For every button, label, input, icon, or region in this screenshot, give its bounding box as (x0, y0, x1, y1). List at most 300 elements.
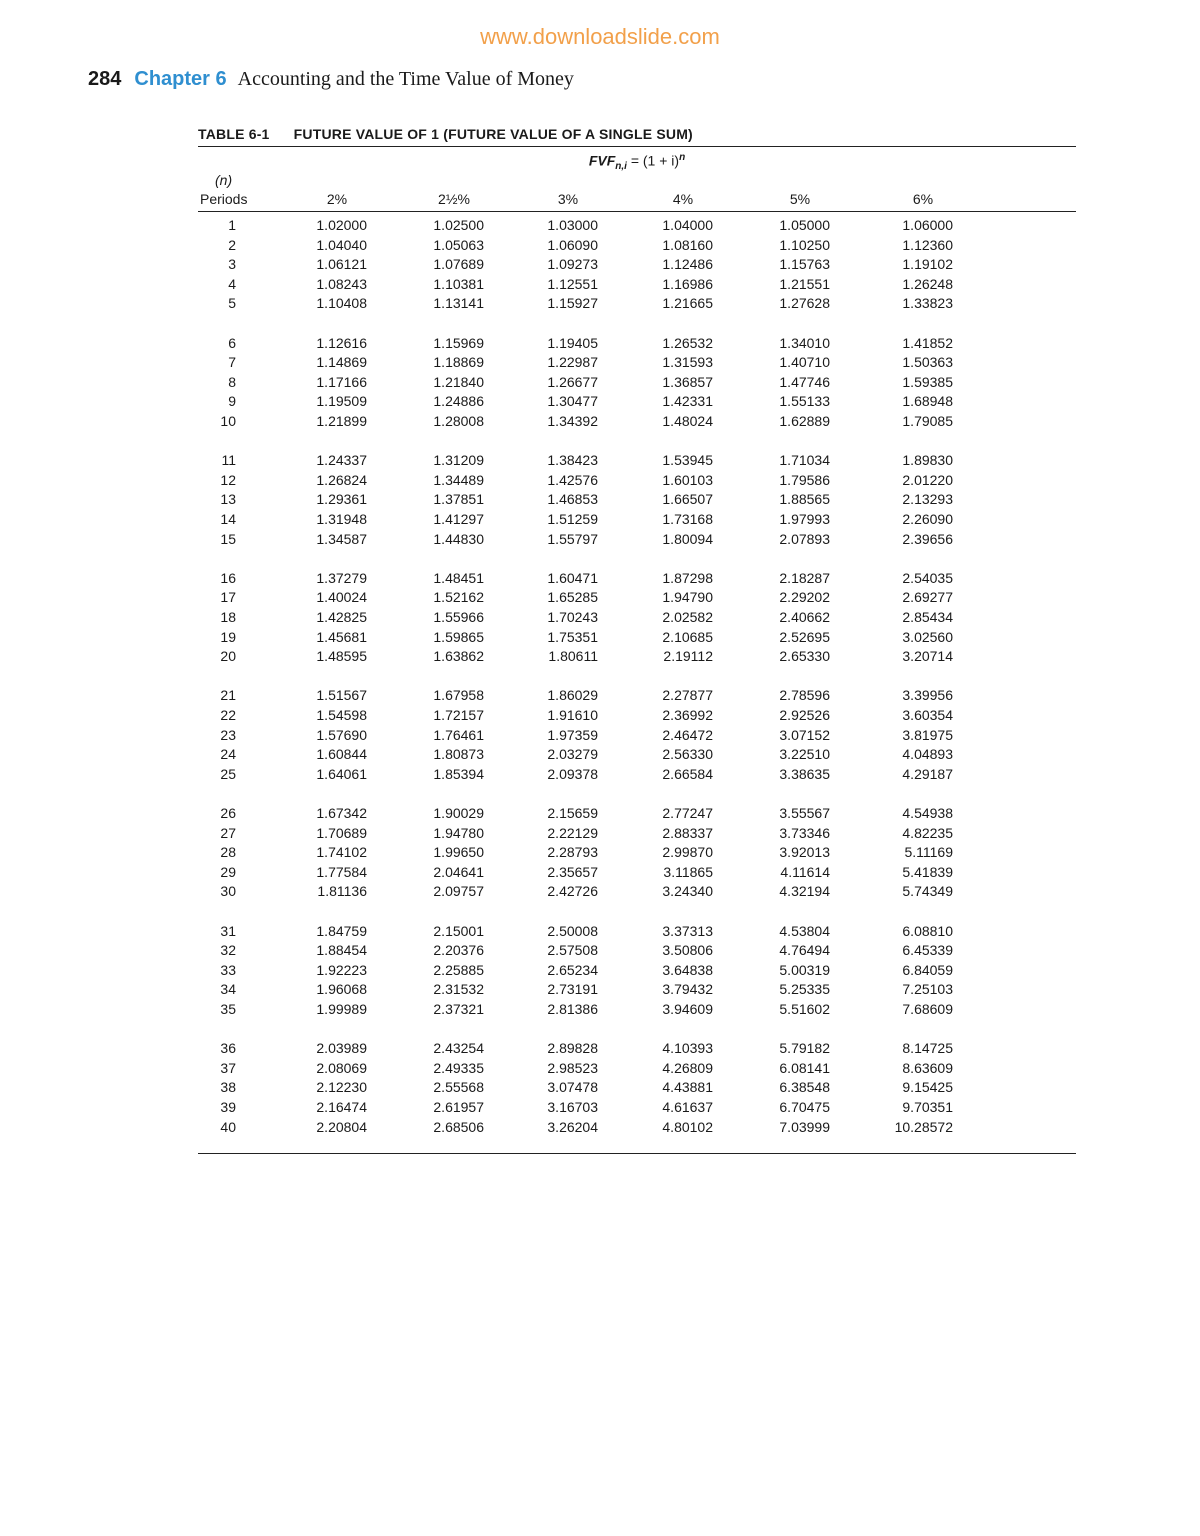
factor-cell: 1.02500 (433, 217, 484, 233)
factor-cell: 1.21840 (433, 373, 484, 390)
factor-cell: 1.12551 (547, 275, 598, 292)
factor-cell: 2.85434 (902, 609, 953, 625)
factor-cell: 1.92223 (316, 961, 367, 978)
period-cell: 1 (228, 217, 236, 233)
period-cell: 4 (228, 275, 236, 292)
factor-cell: 2.20376 (433, 942, 484, 959)
column-header-rate: 6% (912, 191, 934, 207)
factor-cell: 1.22987 (547, 354, 598, 371)
factor-cell: 4.82235 (902, 824, 953, 841)
table-top-rule (198, 146, 1076, 147)
factor-cell: 1.34010 (779, 334, 830, 351)
factor-cell: 1.42331 (662, 393, 713, 410)
factor-cell: 1.12486 (662, 256, 713, 273)
factor-cell: 1.91610 (547, 707, 598, 723)
factor-cell: 1.24337 (316, 452, 367, 469)
factor-cell: 5.51602 (779, 1001, 830, 1017)
period-cell: 9 (228, 393, 236, 410)
factor-cell: 2.46472 (662, 726, 713, 743)
factor-cell: 2.73191 (547, 981, 598, 998)
period-cell: 39 (220, 1099, 236, 1115)
factor-cell: 1.07689 (433, 256, 484, 273)
factor-cell: 1.44830 (433, 530, 484, 547)
factor-cell: 2.09757 (433, 883, 484, 900)
factor-cell: 1.70243 (547, 609, 598, 625)
factor-cell: 1.06121 (316, 256, 367, 273)
factor-cell: 2.68506 (433, 1118, 484, 1135)
factor-cell: 1.12360 (902, 236, 953, 253)
factor-cell: 7.68609 (902, 1001, 953, 1017)
period-cell: 13 (220, 491, 236, 508)
period-cell: 11 (221, 452, 236, 469)
factor-cell: 1.04000 (662, 217, 713, 233)
factor-cell: 1.28008 (433, 413, 484, 429)
period-cell: 6 (228, 334, 236, 351)
factor-cell: 9.70351 (902, 1099, 953, 1115)
factor-cell: 2.37321 (433, 1001, 484, 1017)
period-cell: 34 (220, 981, 236, 998)
factor-cell: 1.72157 (433, 707, 484, 723)
factor-cell: 2.31532 (433, 981, 484, 998)
period-cell: 30 (220, 883, 236, 900)
factor-cell: 1.76461 (433, 726, 484, 743)
factor-cell: 1.15927 (547, 295, 598, 312)
factor-cell: 3.94609 (662, 1001, 713, 1017)
factor-cell: 8.63609 (902, 1059, 953, 1076)
factor-cell: 2.15659 (547, 805, 598, 821)
factor-cell: 2.36992 (662, 707, 713, 723)
factor-cell: 1.36857 (662, 373, 713, 390)
factor-cell: 3.79432 (662, 981, 713, 998)
factor-cell: 6.70475 (779, 1099, 830, 1115)
factor-cell: 1.99989 (316, 1001, 367, 1017)
period-cell: 12 (220, 471, 236, 488)
factor-cell: 1.21551 (779, 275, 830, 292)
factor-cell: 4.26809 (662, 1059, 713, 1076)
period-cell: 36 (220, 1040, 236, 1057)
factor-cell: 4.53804 (779, 922, 830, 939)
factor-cell: 1.60471 (547, 569, 598, 586)
factor-cell: 3.37313 (662, 922, 713, 939)
factor-cell: 1.37279 (316, 569, 367, 586)
factor-cell: 1.26532 (662, 334, 713, 351)
factor-cell: 2.10685 (662, 628, 713, 645)
factor-cell: 3.16703 (547, 1099, 598, 1115)
period-cell: 18 (220, 609, 236, 625)
factor-cell: 5.11169 (904, 844, 953, 861)
factor-cell: 7.25103 (902, 981, 953, 998)
factor-cell: 2.28793 (547, 844, 598, 861)
factor-cell: 1.19102 (902, 256, 953, 273)
column-header-rate: 2½% (438, 191, 470, 207)
period-cell: 29 (220, 863, 236, 880)
factor-cell: 2.40662 (779, 609, 830, 625)
periods-n-label: (n) (215, 172, 233, 188)
factor-cell: 1.42576 (547, 471, 598, 488)
factor-cell: 2.78596 (779, 687, 830, 704)
factor-cell: 2.77247 (662, 805, 713, 821)
factor-cell: 2.18287 (779, 569, 830, 586)
period-cell: 15 (220, 530, 236, 547)
factor-cell: 1.38423 (547, 452, 598, 469)
factor-cell: 3.60354 (902, 707, 953, 723)
factor-cell: 2.54035 (902, 569, 953, 586)
period-cell: 38 (220, 1079, 236, 1096)
period-cell: 27 (220, 824, 236, 841)
factor-cell: 1.97359 (547, 726, 598, 743)
factor-cell: 1.45681 (316, 628, 367, 645)
factor-cell: 2.12230 (316, 1079, 367, 1096)
factor-cell: 1.48024 (662, 413, 713, 429)
factor-cell: 1.48595 (316, 648, 367, 665)
factor-cell: 1.41297 (433, 511, 484, 527)
factor-cell: 1.94790 (662, 589, 713, 606)
factor-cell: 5.74349 (902, 883, 953, 900)
factor-cell: 1.31948 (316, 511, 367, 527)
period-cell: 33 (220, 961, 236, 978)
period-cell: 31 (220, 922, 236, 939)
factor-cell: 1.88565 (779, 491, 830, 508)
period-cell: 5 (228, 295, 236, 312)
factor-cell: 2.69277 (902, 589, 953, 606)
formula-subscript: n,i (615, 161, 627, 173)
factor-cell: 1.77584 (316, 863, 367, 880)
chapter-label: Chapter 6 (134, 68, 227, 90)
factor-cell: 1.21899 (316, 413, 367, 429)
factor-cell: 1.75351 (547, 628, 598, 645)
factor-cell: 1.63862 (433, 648, 484, 665)
factor-cell: 10.28572 (894, 1118, 953, 1135)
factor-cell: 4.43881 (662, 1079, 713, 1096)
factor-cell: 1.74102 (316, 844, 367, 861)
factor-cell: 1.15763 (779, 256, 830, 273)
column-header-periods: Periods (200, 191, 248, 207)
factor-cell: 1.17166 (316, 373, 367, 390)
factor-cell: 1.24886 (433, 393, 484, 410)
factor-cell: 2.98523 (547, 1059, 598, 1076)
factor-cell: 1.59385 (902, 373, 953, 390)
factor-cell: 3.11865 (663, 863, 713, 880)
factor-cell: 1.97993 (779, 511, 830, 527)
factor-cell: 2.89828 (547, 1040, 598, 1057)
factor-cell: 8.14725 (902, 1040, 953, 1057)
factor-cell: 4.76494 (779, 942, 830, 959)
factor-cell: 2.01220 (902, 471, 953, 488)
factor-cell: 3.24340 (662, 883, 713, 900)
factor-cell: 4.80102 (662, 1118, 713, 1135)
period-cell: 2 (228, 236, 236, 253)
factor-cell: 1.54598 (316, 707, 367, 723)
factor-cell: 1.26824 (316, 471, 367, 488)
column-header-rate: 5% (789, 191, 811, 207)
period-cell: 35 (220, 1001, 236, 1017)
period-cell: 40 (220, 1118, 236, 1135)
factor-cell: 2.29202 (779, 589, 830, 606)
factor-cell: 1.79586 (779, 471, 830, 488)
factor-cell: 3.07152 (779, 726, 830, 743)
factor-cell: 6.38548 (779, 1079, 830, 1096)
factor-cell: 2.35657 (547, 863, 598, 880)
period-cell: 3 (228, 256, 236, 273)
factor-cell: 1.68948 (902, 393, 953, 410)
period-cell: 22 (220, 707, 236, 723)
factor-cell: 1.29361 (316, 491, 367, 508)
factor-cell: 1.47746 (779, 373, 830, 390)
factor-cell: 1.41852 (902, 334, 953, 351)
factor-cell: 1.85394 (433, 765, 484, 782)
running-head (88, 68, 574, 91)
factor-cell: 3.64838 (662, 961, 713, 978)
factor-cell: 2.19112 (663, 648, 713, 665)
factor-cell: 2.39656 (902, 530, 953, 547)
factor-cell: 4.10393 (662, 1040, 713, 1057)
factor-cell: 1.04040 (316, 236, 367, 253)
period-cell: 14 (220, 511, 236, 527)
factor-cell: 2.65330 (779, 648, 830, 665)
factor-cell: 1.18869 (433, 354, 484, 371)
factor-cell: 2.55568 (433, 1079, 484, 1096)
factor-cell: 1.57690 (316, 726, 367, 743)
period-cell: 23 (220, 726, 236, 743)
factor-cell: 2.61957 (433, 1099, 484, 1115)
factor-cell: 1.55797 (547, 530, 598, 547)
factor-cell: 1.08160 (662, 236, 713, 253)
factor-cell: 2.16474 (316, 1099, 367, 1115)
factor-cell: 2.99870 (662, 844, 713, 861)
column-header-rate: 3% (557, 191, 579, 207)
factor-cell: 1.31209 (433, 452, 484, 469)
factor-cell: 1.06000 (902, 217, 953, 233)
factor-cell: 1.81136 (317, 883, 367, 900)
factor-cell: 1.26677 (547, 373, 598, 390)
table-title (198, 126, 693, 142)
chapter-title: Accounting and the Time Value of Money (237, 68, 574, 90)
factor-cell: 2.66584 (662, 765, 713, 782)
factor-cell: 3.73346 (779, 824, 830, 841)
factor-cell: 1.12616 (316, 334, 367, 351)
factor-cell: 1.19509 (316, 393, 367, 410)
formula-lhs: FVF (588, 152, 616, 169)
factor-cell: 1.86029 (547, 687, 598, 704)
factor-cell: 1.34489 (433, 471, 484, 488)
factor-cell: 2.57508 (547, 942, 598, 959)
factor-cell: 6.08810 (902, 922, 953, 939)
factor-cell: 2.09378 (547, 765, 598, 782)
factor-cell: 5.25335 (779, 981, 830, 998)
period-cell: 17 (220, 589, 236, 606)
factor-cell: 1.80873 (433, 746, 484, 763)
factor-cell: 3.22510 (779, 746, 830, 763)
factor-cell: 2.08069 (316, 1059, 367, 1076)
factor-cell: 1.40024 (316, 589, 367, 606)
factor-cell: 1.52162 (433, 589, 484, 606)
factor-cell: 9.15425 (902, 1079, 953, 1096)
factor-cell: 3.81975 (902, 726, 953, 743)
period-cell: 8 (228, 373, 236, 390)
factor-cell: 1.06090 (547, 236, 598, 253)
factor-cell: 2.42726 (547, 883, 598, 900)
factor-cell: 1.46853 (547, 491, 598, 508)
factor-cell: 2.13293 (902, 491, 953, 508)
formula-exponent: n (679, 152, 686, 163)
factor-cell: 1.67958 (433, 687, 484, 704)
factor-cell: 2.25885 (433, 961, 484, 978)
period-cell: 21 (220, 687, 236, 704)
table-title-text: FUTURE VALUE OF 1 (FUTURE VALUE OF A SINGLE SUM) (293, 126, 693, 142)
period-cell: 28 (220, 844, 236, 861)
factor-cell: 2.27877 (662, 687, 713, 704)
factor-cell: 2.26090 (902, 511, 953, 527)
factor-cell: 6.08141 (779, 1059, 830, 1076)
factor-cell: 1.10250 (779, 236, 830, 253)
factor-cell: 1.89830 (902, 452, 953, 469)
factor-cell: 1.79085 (902, 413, 953, 429)
factor-cell: 1.80094 (662, 530, 713, 547)
factor-cell: 1.87298 (662, 569, 713, 586)
factor-cell: 1.31593 (662, 354, 713, 371)
factor-cell: 1.88454 (316, 942, 367, 959)
factor-cell: 5.00319 (779, 961, 830, 978)
factor-cell: 5.41839 (902, 863, 953, 880)
factor-cell: 1.09273 (547, 256, 598, 273)
factor-cell: 1.05000 (779, 217, 830, 233)
factor-cell: 1.19405 (547, 334, 598, 351)
factor-cell: 2.56330 (662, 746, 713, 763)
period-cell: 24 (220, 746, 236, 763)
factor-cell: 1.26248 (902, 275, 953, 292)
factor-cell: 2.88337 (662, 824, 713, 841)
factor-cell: 1.42825 (316, 609, 367, 625)
factor-cell: 2.07893 (779, 530, 830, 547)
factor-cell: 3.20714 (902, 648, 953, 665)
factor-cell: 4.11614 (780, 863, 830, 880)
factor-cell: 1.65285 (547, 589, 598, 606)
factor-cell: 1.48451 (433, 569, 484, 586)
period-cell: 37 (220, 1059, 236, 1076)
factor-cell: 1.50363 (902, 354, 953, 371)
period-cell: 7 (228, 354, 236, 371)
factor-cell: 2.20804 (316, 1118, 367, 1135)
factor-cell: 1.62889 (779, 413, 830, 429)
factor-cell: 1.40710 (779, 354, 830, 371)
period-cell: 32 (220, 942, 236, 959)
factor-cell: 2.03989 (316, 1040, 367, 1057)
table-bottom-rule (198, 1153, 1076, 1154)
factor-cell: 1.37851 (433, 491, 484, 508)
factor-cell: 3.38635 (779, 765, 830, 782)
factor-cell: 4.32194 (779, 883, 830, 900)
factor-cell: 4.04893 (902, 746, 953, 763)
factor-cell: 1.16986 (662, 275, 713, 292)
factor-cell: 3.07478 (547, 1079, 598, 1096)
factor-cell: 7.03999 (779, 1118, 830, 1135)
factor-cell: 1.84759 (316, 922, 367, 939)
period-cell: 16 (220, 569, 236, 586)
period-cell: 10 (220, 413, 236, 429)
period-cell: 19 (220, 628, 236, 645)
factor-cell: 1.34587 (316, 530, 367, 547)
factor-cell: 1.55966 (433, 609, 484, 625)
factor-cell: 1.34392 (547, 413, 598, 429)
period-cell: 26 (220, 805, 236, 821)
factor-cell: 1.05063 (433, 236, 484, 253)
factor-cell: 1.60103 (662, 471, 713, 488)
factor-cell: 4.61637 (662, 1099, 713, 1115)
factor-cell: 1.10408 (316, 295, 367, 312)
factor-cell: 3.39956 (902, 687, 953, 704)
factor-cell: 1.53945 (662, 452, 713, 469)
factor-cell: 1.21665 (662, 295, 713, 312)
factor-cell: 2.43254 (433, 1040, 484, 1057)
factor-cell: 1.55133 (779, 393, 830, 410)
factor-cell: 2.04641 (433, 863, 484, 880)
table-label: TABLE 6-1 (198, 126, 270, 142)
period-cell: 25 (220, 765, 236, 782)
page-number: 284 (88, 68, 122, 90)
factor-cell: 1.27628 (779, 295, 830, 312)
factor-cell: 1.90029 (433, 805, 484, 821)
factor-cell: 1.15969 (433, 334, 484, 351)
table-formula (198, 150, 1076, 172)
factor-cell: 3.55567 (779, 805, 830, 821)
factor-cell: 3.50806 (662, 942, 713, 959)
factor-cell: 2.49335 (433, 1059, 484, 1076)
factor-cell: 1.33823 (902, 295, 953, 312)
column-header-rate: 4% (672, 191, 694, 207)
table-header-rule (198, 211, 1076, 212)
column-header-rate: 2% (326, 191, 348, 207)
factor-cell: 1.70689 (316, 824, 367, 841)
factor-cell: 1.60844 (316, 746, 367, 763)
factor-cell: 1.64061 (316, 765, 367, 782)
factor-cell: 1.71034 (779, 452, 830, 469)
watermark-url: www.downloadslide.com (480, 24, 720, 49)
period-cell: 20 (220, 648, 236, 665)
factor-cell: 1.08243 (316, 275, 367, 292)
factor-cell: 2.22129 (547, 824, 598, 841)
factor-cell: 1.99650 (433, 844, 484, 861)
factor-cell: 4.29187 (902, 765, 953, 782)
factor-cell: 1.51567 (316, 687, 367, 704)
factor-cell: 1.14869 (316, 354, 367, 371)
factor-cell: 1.80611 (548, 648, 598, 665)
factor-cell: 1.73168 (662, 511, 713, 527)
factor-cell: 6.45339 (902, 942, 953, 959)
factor-cell: 1.67342 (316, 805, 367, 821)
factor-cell: 2.03279 (547, 746, 598, 763)
factor-cell: 1.03000 (547, 217, 598, 233)
factor-cell: 2.50008 (547, 922, 598, 939)
factor-cell: 2.52695 (779, 628, 830, 645)
factor-cell: 1.51259 (547, 511, 598, 527)
factor-cell: 1.59865 (433, 628, 484, 645)
factor-cell: 2.02582 (662, 609, 713, 625)
factor-cell: 3.26204 (547, 1118, 598, 1135)
factor-cell: 1.10381 (433, 275, 484, 292)
factor-cell: 1.02000 (316, 217, 367, 233)
factor-cell: 2.92526 (779, 707, 830, 723)
factor-cell: 2.65234 (547, 961, 598, 978)
factor-cell: 6.84059 (902, 961, 953, 978)
factor-cell: 3.02560 (902, 628, 953, 645)
factor-cell: 1.66507 (662, 491, 713, 508)
factor-cell: 1.94780 (433, 824, 484, 841)
factor-cell: 1.30477 (547, 393, 598, 410)
factor-cell: 1.96068 (316, 981, 367, 998)
factor-cell: 4.54938 (902, 805, 953, 821)
factor-cell: 1.13141 (433, 295, 484, 312)
formula-rhs: = (1 + i) (630, 152, 680, 169)
